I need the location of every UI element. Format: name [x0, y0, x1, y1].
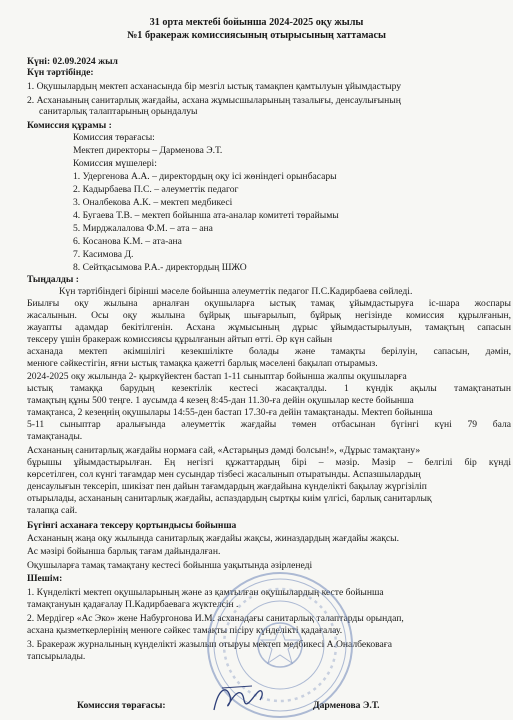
paragraph-3-line: бұрышы ұйымдастырылған. Ең негізгі құжаттардың бірі – мәзір. Мәзір – белгілі бір күнді	[27, 457, 511, 468]
paragraph-1-line: асханада мектеп әкімшілігі кезекшілікте болады және тамақты берілуін, сапасын, дәмін,	[27, 346, 511, 357]
commission-heading: Комиссия құрамы :	[27, 120, 112, 131]
paragraph-2-line: тамақтанады.	[27, 431, 83, 442]
chair-signature	[208, 680, 268, 716]
paragraph-1-line: тексеру үшін бракераж комиссиясы құрылғанын айтып өтті. Әр күн сайын	[27, 334, 333, 345]
decision-3: 3. Бракераж журналының күнделікті жазылып отыруы мектеп медбикесі А.Оналбековаға	[27, 639, 392, 650]
agenda-item-2: 2. Асханаының санитарлық жағдайы, асхана жұмысшыларының тазалығы, денсаулығының	[27, 95, 401, 106]
decision-2: 2. Мердігер «Ас Эко» жене Набургонова И.М. асханадағы санитарлық талаптарды орындап,	[27, 613, 404, 624]
paragraph-1-line: Күн тәртібіндегі бірінші мәселе бойынша әлеуметтік педагог П.С.Кадирбаева сөйледі.	[59, 286, 413, 297]
paragraph-3-line: отырылады, асхананың санитарлық жағдайы, аспаздардың сыртқы киім үлгісі, барлық санитарлық	[27, 493, 432, 504]
signature-label: Комиссия төрағасы:	[77, 700, 166, 711]
members-label: Комиссия мүшелері:	[73, 158, 157, 169]
member-3: 3. Оналбекова А.К. – мектеп медбикесі	[73, 197, 233, 208]
paragraph-2-line: 2024-2025 оқу жылында 2- қыркүйектен бастап 1-11 сыныптар бойынша жалпы оқушыларға	[27, 371, 407, 382]
agenda-item-2-cont: санитарлық талаптарының орындалуы	[39, 106, 198, 117]
member-4: 4. Бугаева Т.В. – мектеп бойынша ата-аналар комитеті төрайымы	[73, 210, 339, 221]
paragraph-1-line: Биылғы оқу жылына арналған оқушыларға ыстық тамақ ұйымдастыруға іс-шара жоспары	[27, 298, 511, 309]
document-title-line1: 31 орта мектебі бойынша 2024-2025 оқу жылы	[149, 17, 364, 28]
member-7: 7. Касимова Д.	[73, 249, 134, 260]
member-2: 2. Кадырбаева П.С. – әлеуметтік педагог	[73, 184, 239, 195]
agenda-item-1: 1. Оқушылардың мектеп асханасында бір мезгіл ыстық тамақпен қамтылуын ұйымдастыру	[27, 81, 402, 92]
paragraph-1-line: жауапты адамдар бекітілгенін. Асхана жұмысының дұрыс ұйымдастырылуын, тамақтың сапасын	[27, 322, 511, 333]
paragraph-3-line: денсаулығын тексеріп, шикізат пен дайын тағамдардың жағдайына күнделікті бақылау жүргізіліп	[27, 481, 427, 492]
paragraph-2-line: тамақтың құны 500 теңге. 1 аусымда 4 кезең 8:45-дан 11.30-ға дейін оқушылар кесте бойынша	[27, 395, 414, 406]
paragraph-2-line: ыстық тамаққа барудың кезектілік кестесі жасақталды. 1 күндік ақылы тамақтанатын	[27, 383, 511, 394]
check-result-2: Ас мәзірі бойынша барлық тағам дайындалған.	[27, 546, 221, 557]
paragraph-1-line: жасалынын. Осы оқу жылына бұйрық шығарылып, бұйрық негізінде комиссия құрылғанын,	[27, 310, 511, 321]
heard-heading: Тыңдалды :	[27, 274, 79, 285]
decision-1: 1. Күнделікті мектеп оқушыларының және аз қамтылған оқушылардың кесте бойынша	[27, 587, 384, 598]
decision-heading: Шешім:	[27, 573, 63, 584]
paragraph-2-line: тамақтанса, 2 кезеңнің оқушылары 14:55-ден бастап 17.30-ға дейін тамақтанады. Мектеп бойынша	[27, 407, 433, 418]
check-result-3: Оқушыларға тамақ тамақтану кестесі бойынша уақытында әзірленеді	[27, 560, 313, 571]
signature-name: Дарменова Э.Т.	[313, 700, 380, 711]
document-title-line2: №1 бракераж комиссиясының отырысының хаттамасы	[127, 30, 386, 41]
chair-label: Комиссия төрағасы:	[73, 132, 155, 143]
paragraph-3-line: көрсетілген, сол күнгі тағамдар мен сусындар тізбесі жасалынып отыратынды. Аспазшылардың	[27, 469, 421, 480]
member-1: 1. Удергенова А.А. – директордың оқу ісі жөніндегі орынбасары	[73, 171, 337, 182]
decision-3-cont: тапсырылады.	[27, 651, 86, 662]
check-results-heading: Бүгінгі асханаға тексеру қортындысы бойынша	[27, 520, 237, 531]
date-line: Күні: 02.09.2024 жыл	[27, 56, 118, 67]
check-result-1: Асхананың жаңа оқу жылында санитарлық жағдайы жақсы, жиназдардың жағдайы жақсы.	[27, 533, 400, 544]
agenda-heading: Күн тәртібінде:	[27, 67, 94, 78]
member-5: 5. Мирджалалова Ф.М. – ата – ана	[73, 223, 213, 234]
paragraph-1-line: менюге сәйкестігін, яғни ыстық тамақка қажетті барлық мәселені бақылап отырамыз.	[27, 358, 378, 369]
member-6: 6. Косанова К.М. – ата-ана	[73, 236, 182, 247]
paragraph-3-line: Асхананың санитарлық жағдайы нормаға сай, «Астарыңыз дәмді болсын!», «Дұрыс тамақтану»	[27, 445, 421, 456]
paragraph-2-line: 5-11 сыныптар аралығында әлеуметтік жағдайы төмен отбасынан бүгінгі күні 79 бала	[27, 419, 511, 430]
member-8: 8. Сейтқасымова Р.А.- директордың ШЖО	[73, 262, 247, 273]
chair-name: Мектеп директоры – Дарменова Э.Т.	[73, 145, 223, 156]
decision-2-cont: асхана қызметкерлерінің менюге сәйкес тамақты пісіру күнделікті қадағалау.	[27, 625, 343, 636]
paragraph-3-line: талапқа сай.	[27, 505, 78, 516]
decision-1-cont: тамақтануын қадағалау П.Кадирбаевага жүктелсін .	[27, 599, 239, 610]
